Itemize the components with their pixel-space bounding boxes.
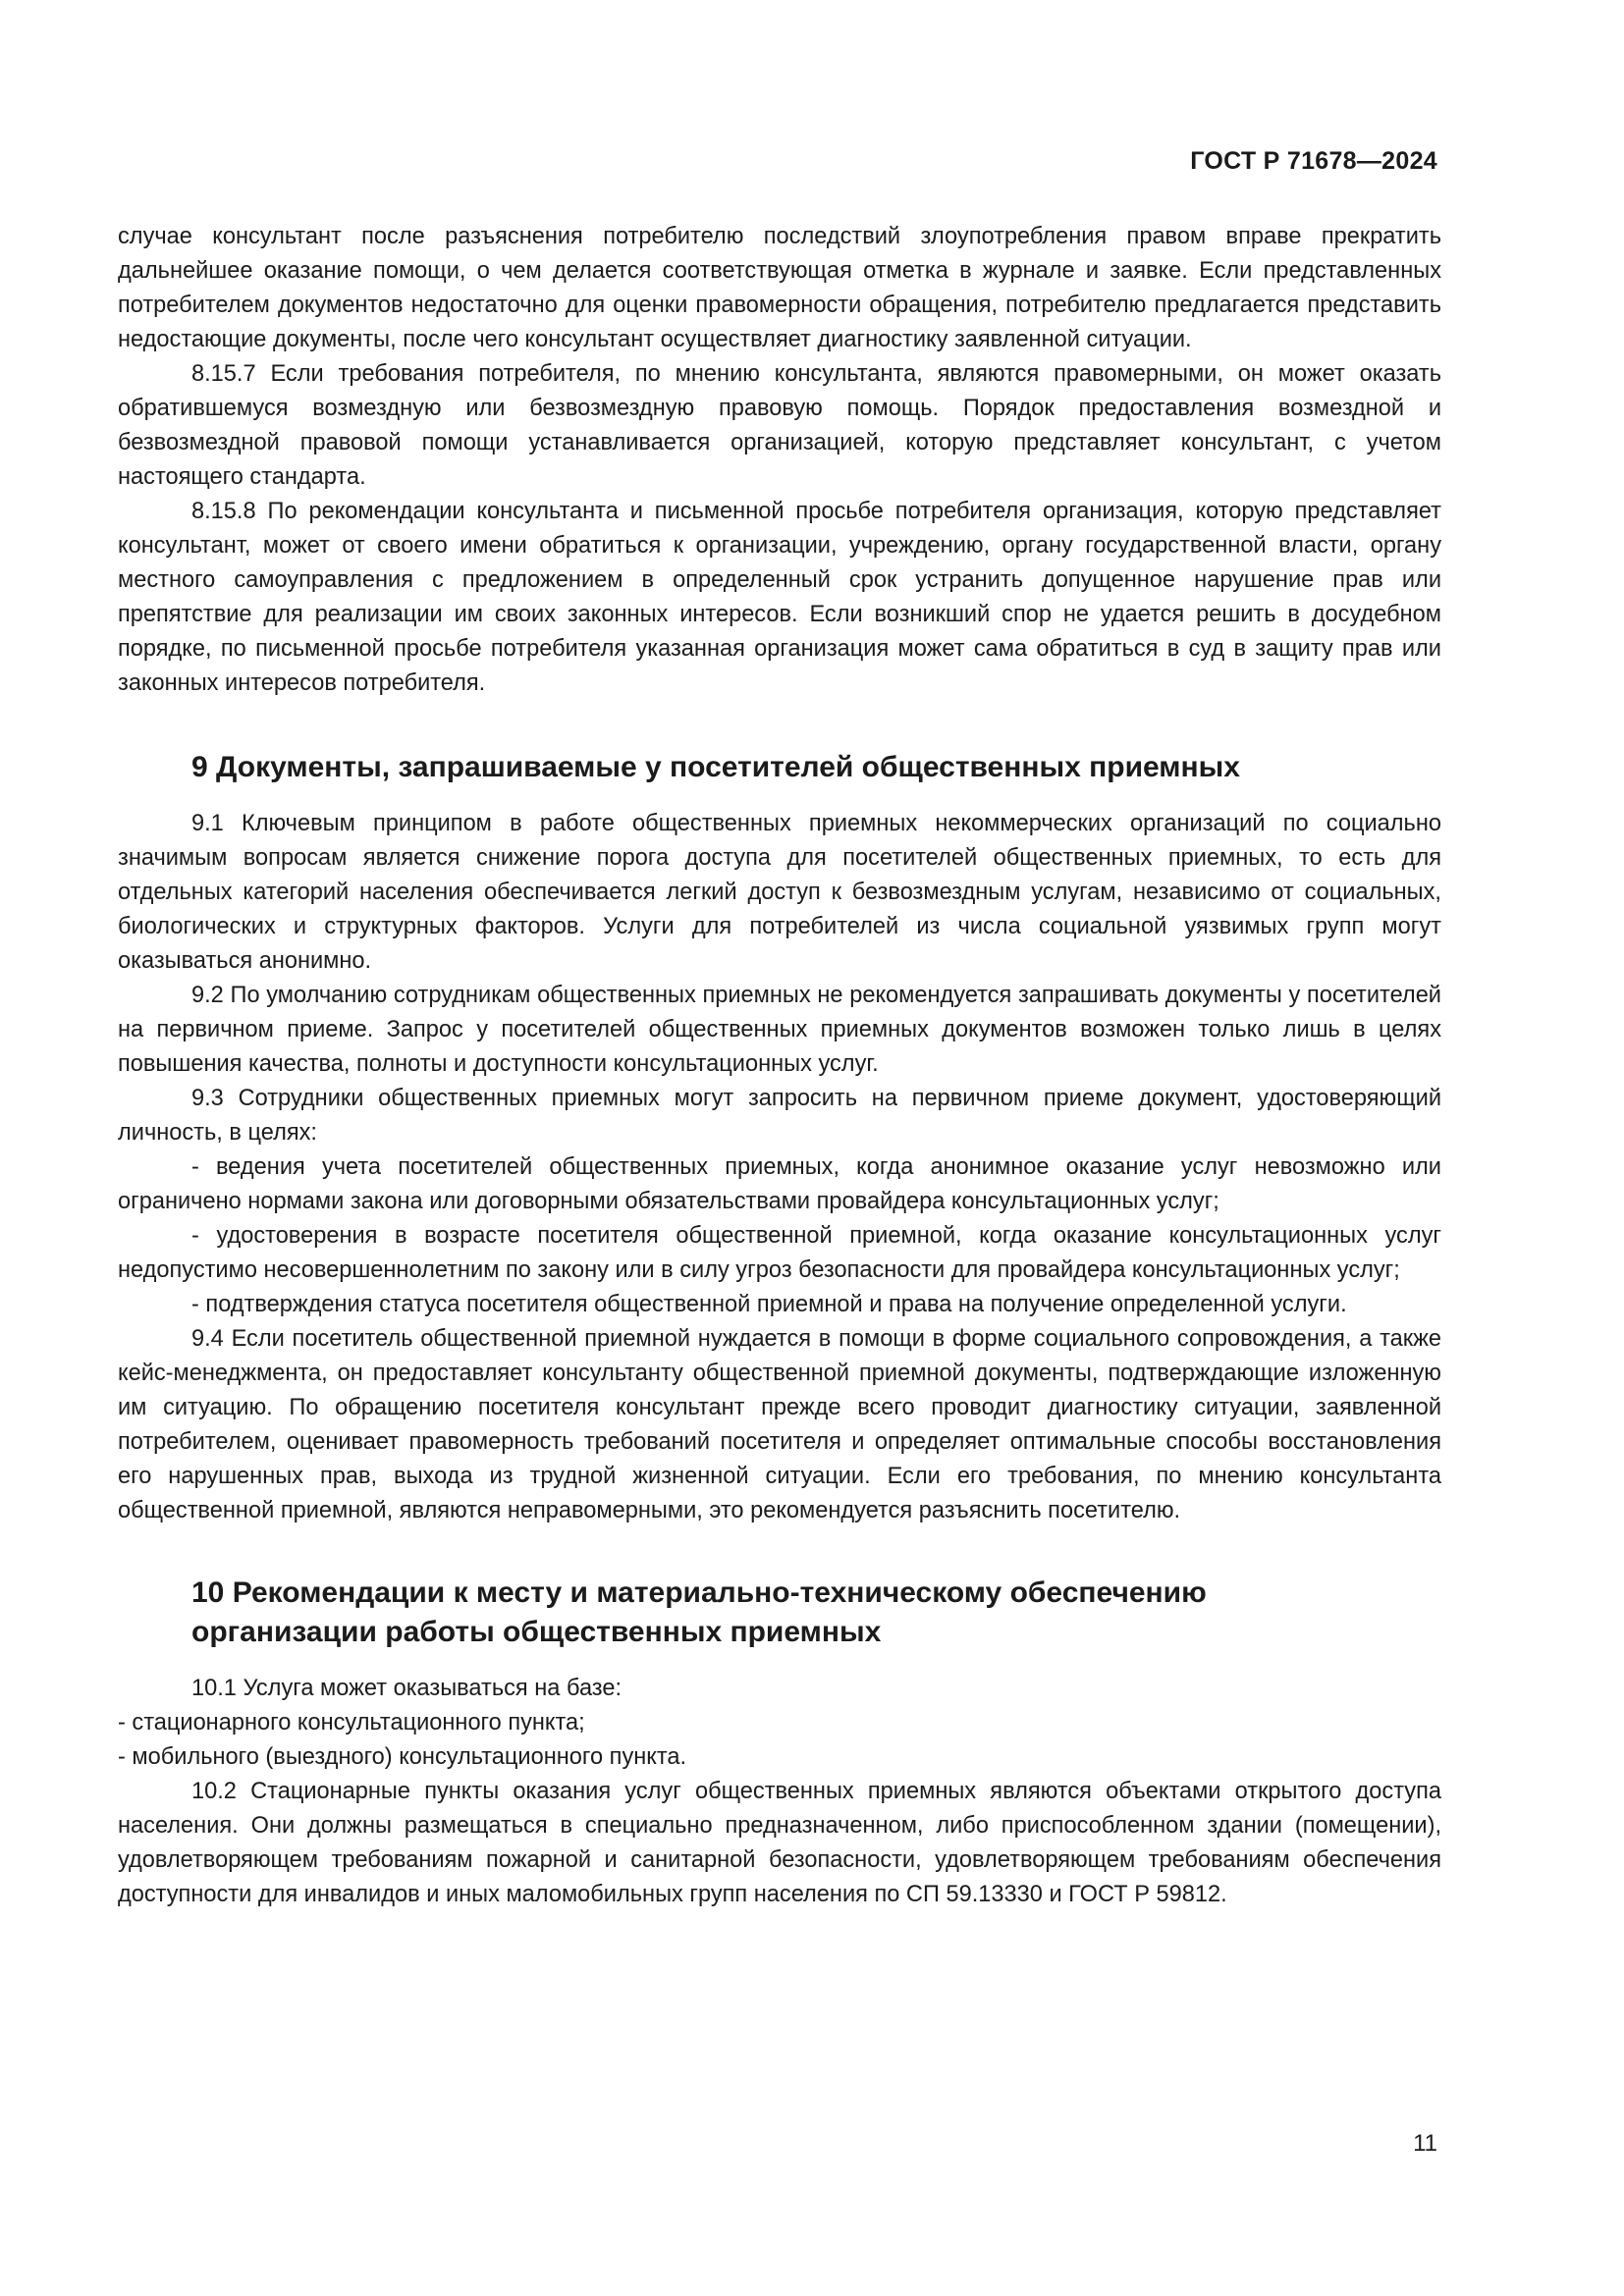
- list-item: - ведения учета посетителей общественных приемных, когда анонимное оказание услуг невозможно или ограничено нормами закона или договорными обязательствами провайдера консультационных услуг;: [118, 1154, 1441, 1214]
- list-item: - подтверждения статуса посетителя общественной приемной и права на получение определенной услуги.: [191, 1292, 1347, 1317]
- list-item: - мобильного (выездного) консультационного пункта.: [118, 1744, 687, 1770]
- paragraph-10-1: 10.1 Услуга может оказываться на базе:: [191, 1676, 623, 1701]
- section-10-heading: [118, 1574, 1441, 1652]
- paragraph-9-3: 9.3 Сотрудники общественных приемных могут запросить на первичном приеме документ, удостоверяющий личность, в целях:: [118, 1086, 1441, 1146]
- paragraph-8-15-7: 8.15.7 Если требования потребителя, по мнению консультанта, являются правомерными, он может оказать обратившемуся возмездную или безвозмездную правовую помощь. Порядок предоставления возмездной и безвозмездной правовой помощи устанавливается организацией, которую представляет консультант, с учетом настоящего стандарта.: [118, 361, 1441, 490]
- page-number: 11: [1413, 2130, 1437, 2157]
- section-10-heading-line1: 10 Рекомендации к месту и материально-техническому обеспечению: [191, 1576, 1207, 1609]
- list-item: - стационарного консультационного пункта;: [118, 1710, 585, 1735]
- paragraph-continuation: случае консультант после разъяснения потребителю последствий злоупотребления правом вправе прекратить дальнейшее оказание помощи, о чем делается соответствующая отметка в журнале и заявке. Если представленных потребителем документов недостаточно для оценки правомерности обращения, потребителю предлагается представить недостающие документы, после чего консультант осуществляет диагностику заявленной ситуации.: [118, 224, 1441, 352]
- paragraph-9-4: 9.4 Если посетитель общественной приемной нуждается в помощи в форме социального сопровождения, а также кейс-менеджмента, он предоставляет консультанту общественной приемной документы, подтверждающие изложенную им ситуацию. По обращению посетителя консультант прежде всего проводит диагностику ситуации, заявленной потребителем, оценивает правомерность требований посетителя и определяет оптимальные способы восстановления его нарушенных прав, выхода из трудной жизненной ситуации. Если его требования, по мнению консультанта общественной приемной, являются неправомерными, это рекомендуется разъяснить посетителю.: [118, 1326, 1441, 1523]
- paragraph-10-2: 10.2 Стационарные пункты оказания услуг общественных приемных являются объектами открытого доступа населения. Они должны размещаться в специально предназначенном, либо приспособленном здании (помещении), удовлетворяющем требованиям пожарной и санитарной безопасности, удовлетворяющем требованиям обеспечения доступности для инвалидов и иных маломобильных групп населения по СП 59.13330 и ГОСТ Р 59812.: [118, 1779, 1441, 1907]
- document-standard-id: ГОСТ Р 71678—2024: [1190, 147, 1437, 175]
- paragraph-8-15-8: 8.15.8 По рекомендации консультанта и письменной просьбе потребителя организация, которую представляет консультант, может от своего имени обратиться к организации, учреждению, органу государственной власти, органу местного самоуправления с предложением в определенный срок устранить допущенное нарушение прав или препятствие для реализации им своих законных интересов. Если возникший спор не удается решить в досудебном порядке, по письменной просьбе потребителя указанная организация может сама обратиться в суд в защиту прав или законных интересов потребителя.: [118, 499, 1441, 696]
- section-9-heading: 9 Документы, запрашиваемые у посетителей общественных приемных: [191, 751, 1240, 783]
- document-body: [118, 220, 1441, 1912]
- paragraph-9-1: 9.1 Ключевым принципом в работе общественных приемных некоммерческих организаций по социально значимым вопросам является снижение порога доступа для посетителей общественных приемных, то есть для отдельных категорий населения обеспечивается легкий доступ к безвозмездным услугам, независимо от социальных, биологических и структурных факторов. Услуги для потребителей из числа социальной уязвимых групп могут оказываться анонимно.: [118, 811, 1441, 974]
- section-10-heading-line2: организации работы общественных приемных: [191, 1616, 882, 1648]
- paragraph-9-2: 9.2 По умолчанию сотрудникам общественных приемных не рекомендуется запрашивать документы у посетителей на первичном приеме. Запрос у посетителей общественных приемных документов возможен только лишь в целях повышения качества, полноты и доступности консультационных услуг.: [118, 983, 1441, 1077]
- list-item: - удостоверения в возрасте посетителя общественной приемной, когда оказание консультационных услуг недопустимо несовершеннолетним по закону или в силу угроз безопасности для провайдера консультационных услуг;: [118, 1223, 1441, 1283]
